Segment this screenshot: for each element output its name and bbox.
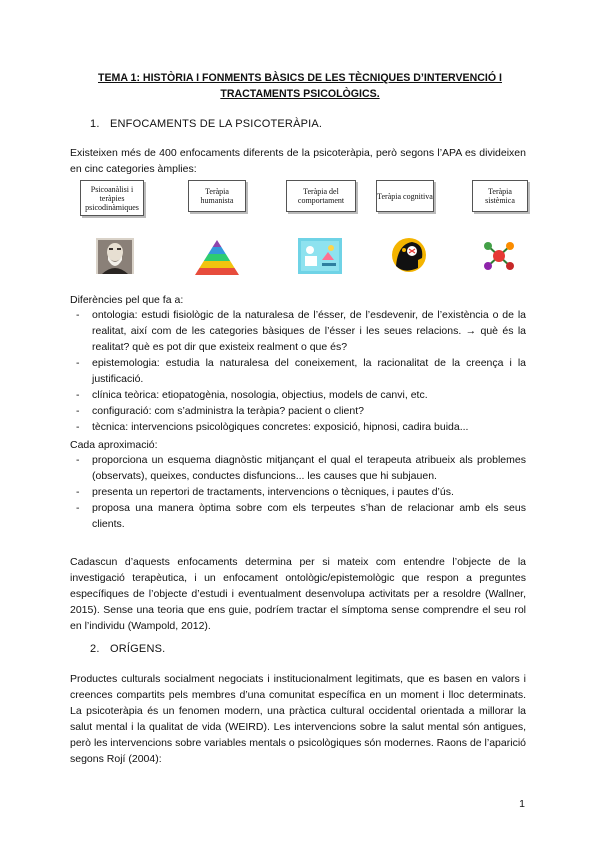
approach-box-humanist: Teràpia humanista: [188, 180, 246, 212]
approach-box-behavioral: Teràpia del comportament: [286, 180, 356, 212]
section-1-intro: Existeixen més de 400 enfocaments diferents de la psicoteràpia, però segons l’APA es divideixen en cinc categories àmplies:: [70, 147, 526, 175]
section-2-number: 2.: [90, 643, 100, 655]
section-2-title: ORÍGENS.: [110, 643, 166, 655]
page-number: 1: [519, 798, 525, 810]
freud-portrait-icon: [96, 238, 134, 274]
list-item: - configuració: com s’administra la teràpia? pacient o client?: [70, 403, 526, 419]
differences-list: [70, 307, 526, 435]
list-item: - epistemologia: estudia la naturalesa del coneixement, la racionalitat de la creença i la justificació.: [70, 355, 526, 387]
systemic-network-icon: [480, 238, 518, 274]
list-item: - tècnica: intervencions psicològiques concretes: exposició, hipnosi, cadira buida...: [70, 419, 526, 435]
section-2-heading: [90, 643, 165, 655]
list-item: - ontologia: estudi fisiològic de la naturalesa de l’ésser, de l’esdevenir, de l’existència o de la realitat, així com de les categories bàsiques de l’ésser i les seues relacions. → què és la realitat? què es pot dir que existeix realment o que és?: [70, 307, 526, 355]
list-item: - clínica teòrica: etiopatogènia, nosologia, objectius, models de canvi, etc.: [70, 387, 526, 403]
document-title: TEMA 1: HISTÒRIA I FONMENTS BÀSICS DE LES TÈCNIQUES D’INTERVENCIÓ I TRACTAMENTS PSICOLÒGICS.: [98, 72, 502, 100]
cognitive-head-icon: [390, 236, 428, 274]
list-item: - presenta un repertori de tractaments, intervencions o tècniques, i pautes d’ús.: [70, 484, 526, 500]
section-2-text: Productes culturals socialment negociats i institucionalment legitimats, que es basen en valors i creences compartits pels membres d’una comunitat específica en un moment i lloc determinats. La psicoteràpia és un fenomen modern, una pràctica cultural occidental orientada a millorar la salut mental i la qualitat de vida (WEIRD). Les intervencions sobre la salut mental són antigues, però les intervencions sobre variables mentals o psicològiques són modernes. Raons de l’aparició segons Rojí (2004):: [70, 673, 526, 765]
differences-intro: Diferències pel que fa a:: [70, 294, 184, 306]
section-1-number: 1.: [90, 118, 100, 130]
each-intro: Cada aproximació:: [70, 439, 158, 451]
section-1-heading: [90, 118, 322, 130]
behavior-illustration-icon: [298, 238, 342, 274]
therapy-approaches-figure: [74, 180, 534, 275]
maslow-pyramid-icon: [194, 238, 240, 276]
list-item: - proporciona un esquema diagnòstic mitjançant el qual el terapeuta atribueix als problemes (observats), queixes, conductes disfuncions... les causes que hi subjauen.: [70, 452, 526, 484]
approach-box-systemic: Teràpia sistèmica: [472, 180, 528, 212]
each-list: [70, 452, 526, 532]
section-1-title: ENFOCAMENTS DE LA PSICOTERÀPIA.: [110, 118, 323, 130]
list-item: - proposa una manera òptima sobre com els terpeutes s’han de relacionar amb els seus clients.: [70, 500, 526, 532]
approach-box-cognitive: Teràpia cognitiva: [376, 180, 434, 212]
section-1-closing: Cadascun d’aquests enfocaments determina per si mateix com entendre l’objecte de la investigació terapèutica, i un enfocament ontològic/epistemològic que respon a preguntes específiques de l’objecte d’estudi i eventualment desenvolupa activitats per a resoldre (Wallner, 2015). Sense una teoria que ens guie, podríem tractar el símptoma sense comprendre el seu rol en l’individu (Wampold, 2012).: [70, 556, 526, 632]
approach-box-psychoanalysis: Psicoanàlisi i teràpies psicodinàmiques: [80, 180, 144, 216]
